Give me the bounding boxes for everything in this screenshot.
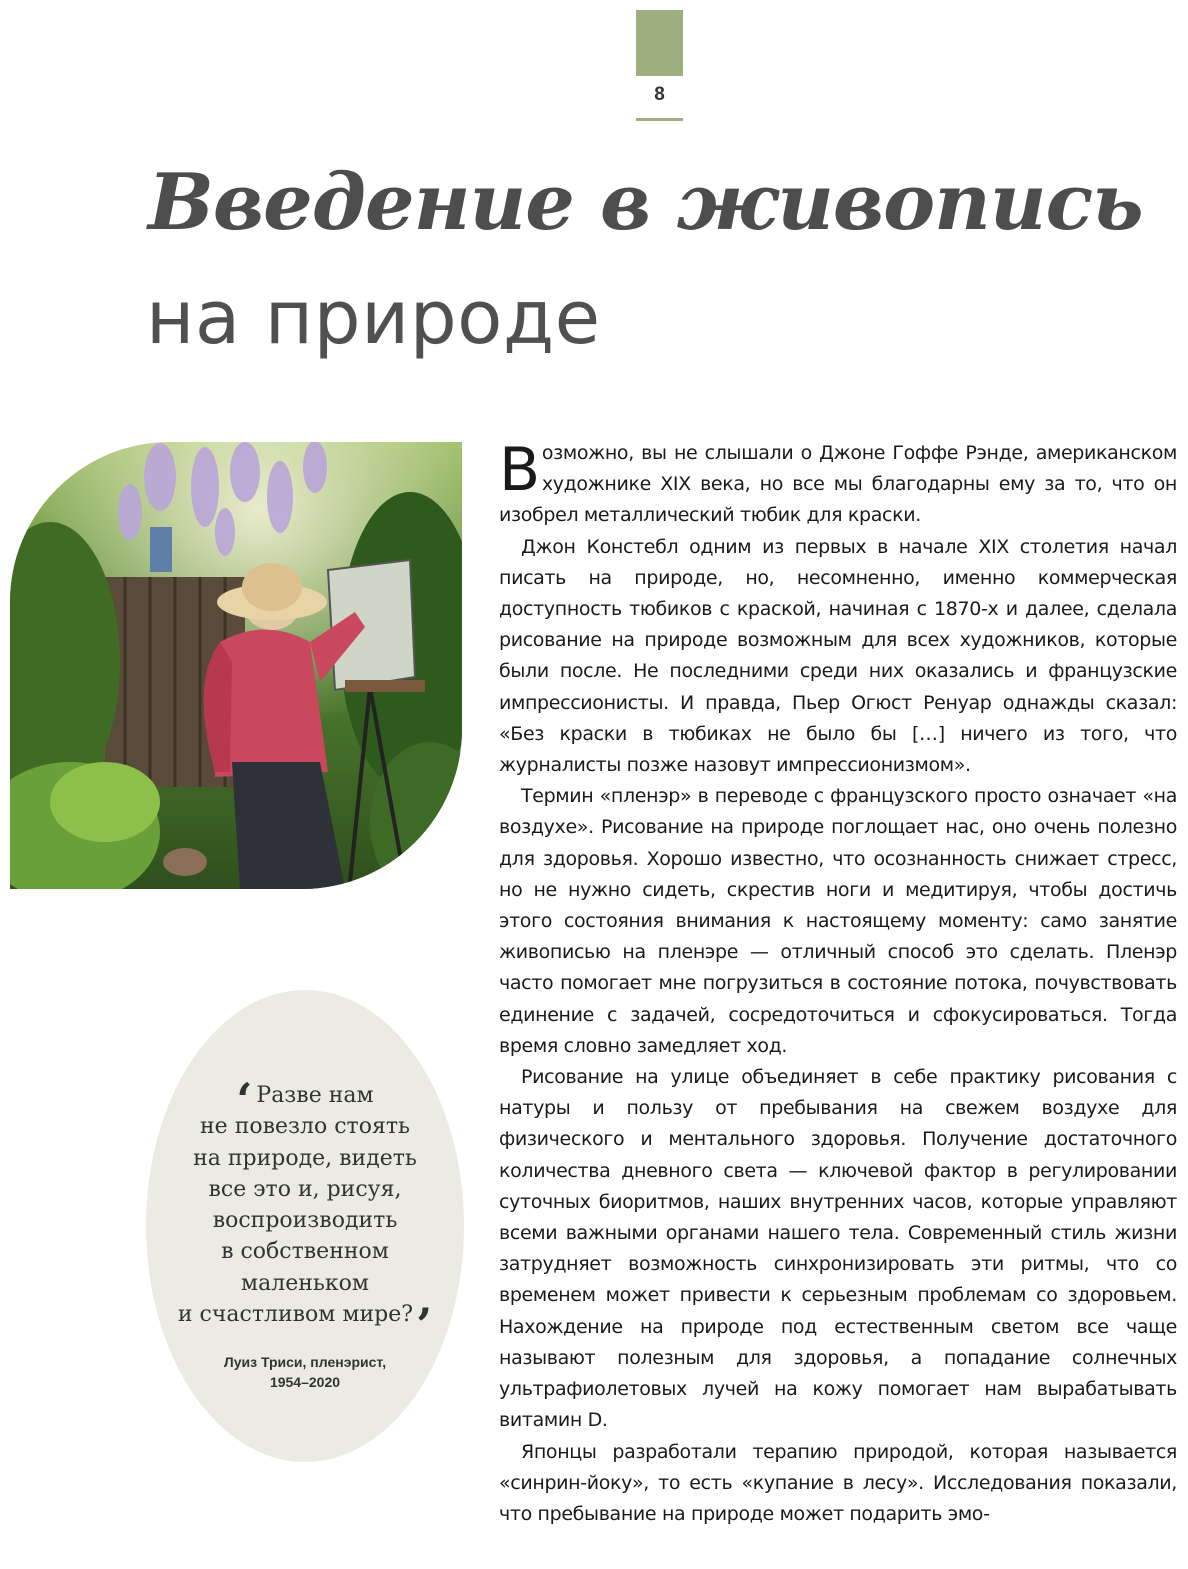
quote-line: воспроизводить [212,1208,398,1234]
quote-author [170,1352,440,1392]
paragraph: Рисование на улице объединяет в себе практику рисования с натуры и пользу от пребывания на свежем воздухе для физического и ментального здоровья. Получение достаточного количества дневного света — ключевой фактор в регулировании суточных биоритмов, наших внутренних часов, которые управляют всеми важными органами нашего тела. Современный стиль жизни затрудняет возможность синхронизировать эти ритмы, что со временем может привести к серьезным проблемам со здоровьем. Нахождение на природе под естественным светом все чаще называют полезным для здоровья, а попадание солнечных ультрафиолетовых лучей на кожу помогает нам вырабатывать витамин D. [499,1066,1177,1432]
quote-line: не повезло стоять [200,1114,410,1140]
page-tab-marker [636,10,683,76]
quote-line: в собственном [221,1239,389,1265]
quote-line: на природе, видеть [193,1145,417,1171]
quote-author-name: Луиз Триси, пленэрист, [223,1354,387,1370]
page-number: 8 [654,84,665,105]
chapter-title-script: Введение в живопись [148,157,1143,248]
pull-quote [170,1073,440,1353]
quote-line-text: Разве нам [256,1083,374,1108]
quote-line: маленьком [241,1270,369,1296]
artist-painting-in-garden-photo [10,442,462,889]
quote-author-years: 1954–2020 [269,1374,341,1390]
paragraph: Термин «пленэр» в переводе с французского просто означает «на воздухе». Рисование на природе поглощает нас, оно очень полезно для здоровья. Хорошо известно, что осознанность снижает стресс, но не нужно сидеть, скрестив ноги и медитируя, чтобы достичь этого состояния внимания к настоящему моменту: само занятие живописью на пленэре — отличный способ это сделать. Пленэр часто помогает мне погрузиться в состояние потока, почувствовать единение с задачей, сосредоточиться и сфокусироваться. Тогда время словно замедляет ход. [499,785,1177,1057]
paragraph-text: озможно, вы не слышали о Джоне Гоффе Рэнде, американском художнике XIX века, но все мы благодарны ему за то, что он изобрел металлический тюбик для краски. [499,442,1177,527]
page-number-rule [636,118,683,121]
quote-line-text: и счастливом мире? [177,1302,414,1328]
paragraph: Японцы разработали терапию природой, которая называется «синрин-йоку», то есть «купание в лесу». Исследования показали, что пребывание на природе может подарить эмо- [499,1440,1177,1525]
paragraph [499,435,1177,532]
chapter-title-plain: на природе [146,275,601,361]
quote-line [170,1298,440,1353]
garden-photo-illustration [10,442,462,889]
drop-cap: В [499,435,540,505]
paragraph: Джон Констебл одним из первых в начале XIX столетия начал писать на природе, но, несомненно, именно коммерческая доступность тюбиков с краской, начиная с 1870-х и далее, сделала рисование на природе возможным для всех художников, которые были после. Не последними среди них оказались и французские импрессионисты. И правда, Пьер Огюст Ренуар однажды сказал: «Без краски в тюбиках не было бы […] ничего из того, что журналисты позже назовут импрессионизмом». [499,535,1177,777]
close-quote-mark: ’ [416,1298,433,1353]
body-text [499,435,1177,1530]
open-quote-mark: ‘ [236,1073,253,1127]
quote-line: все это и, рисуя, [208,1176,402,1202]
